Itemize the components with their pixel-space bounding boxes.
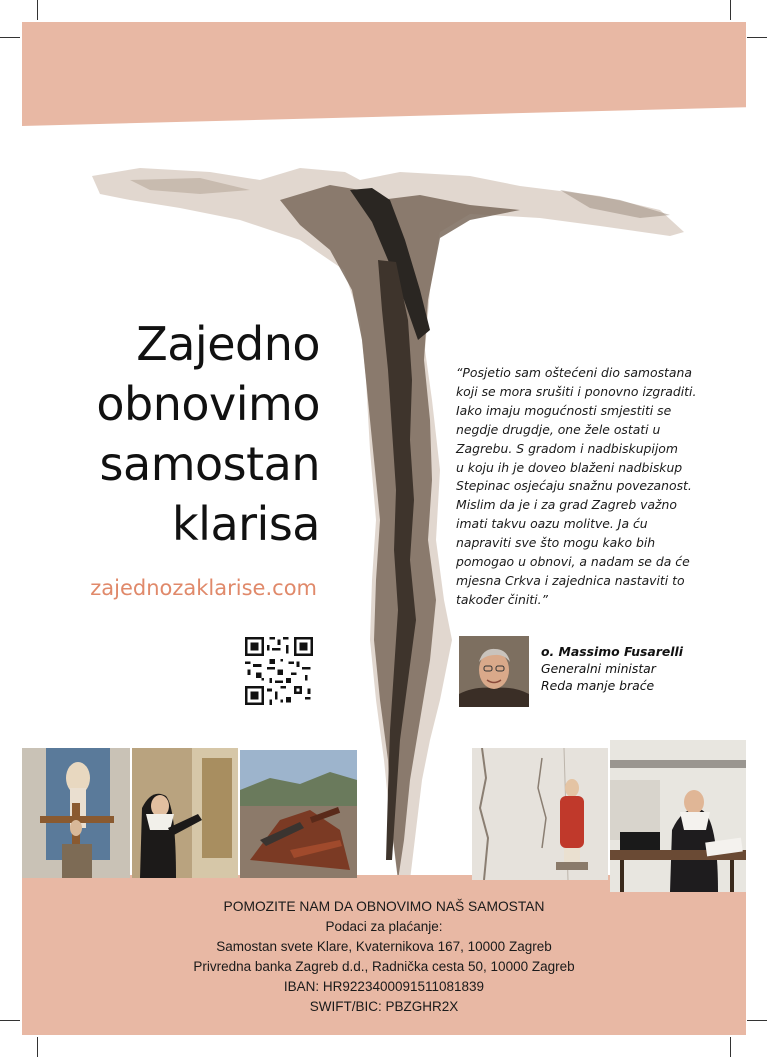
website-link[interactable]: zajednozaklarise.com [90,576,317,600]
quote-line: “Posjetio sam oštećeni dio samostana [456,365,692,380]
footer-line: Samostan svete Klare, Kvaternikova 167, 10000 Zagreb [216,939,552,954]
quote-line: pomogao u obnovi, a nadam se da će [456,554,690,570]
author-photo [459,636,529,707]
footer-line: SWIFT/BIC: PBZGHR2X [309,999,459,1014]
crop-mark [0,1020,20,1021]
quote-line: u koju ih je doveo blaženi nadbiskup [456,459,683,475]
footer-line: Podaci za plaćanje: [325,919,443,934]
crop-mark [747,1020,767,1021]
quote-line: Mislim da je i za grad Zagreb važno [456,497,677,513]
quote-line: Zagrebu. S gradom i nadbiskupijom [456,440,678,456]
footer-heading: POMOZITE NAM DA OBNOVIMO NAŠ SAMOSTAN [223,899,545,914]
headline-line: samostan [99,437,320,491]
headline-line: obnovimo [96,377,320,431]
payment-info [22,897,746,1017]
quote-line: također činiti.” [456,591,548,607]
quote-line: Iako imaju mogućnosti smjestiti se [456,402,672,418]
crop-mark [37,1037,38,1057]
photo-crucifix [22,748,130,878]
quote-line: imati takvu oazu molitve. Ja ću [456,516,648,532]
footer-line: Privredna banka Zagreb d.d., Radnička cesta 50, 10000 Zagreb [193,959,575,974]
quote-line: napraviti sve što mogu kako bih [456,535,656,551]
photo-rubble [240,750,357,878]
footer-line: IBAN: HR9223400091511081839 [283,979,485,994]
quote-line: Stepinac osjećaju snažnu povezanost. [456,478,692,494]
author-role: Generalni ministar [541,661,656,676]
crop-mark [730,1037,731,1057]
headline-line: Zajedno [136,317,320,371]
headline [96,314,320,554]
quote-line: mjesna Crkva i zajednica nastaviti to [456,572,685,588]
quote-line: negdje drugdje, one žele ostati u [456,421,661,437]
quote-line: koji se mora srušiti i ponovno izgraditi. [456,383,697,399]
photo-nun-window [132,748,238,878]
qr-code-icon [245,637,313,705]
quote-text [456,364,704,610]
author-name: o. Massimo Fusarelli [541,644,684,659]
author-role: Reda manje braće [541,678,655,693]
photo-nun-sewing [610,740,746,892]
photo-cracked-wall [472,748,608,880]
headline-line: klarisa [172,497,320,551]
author-info [541,643,683,694]
